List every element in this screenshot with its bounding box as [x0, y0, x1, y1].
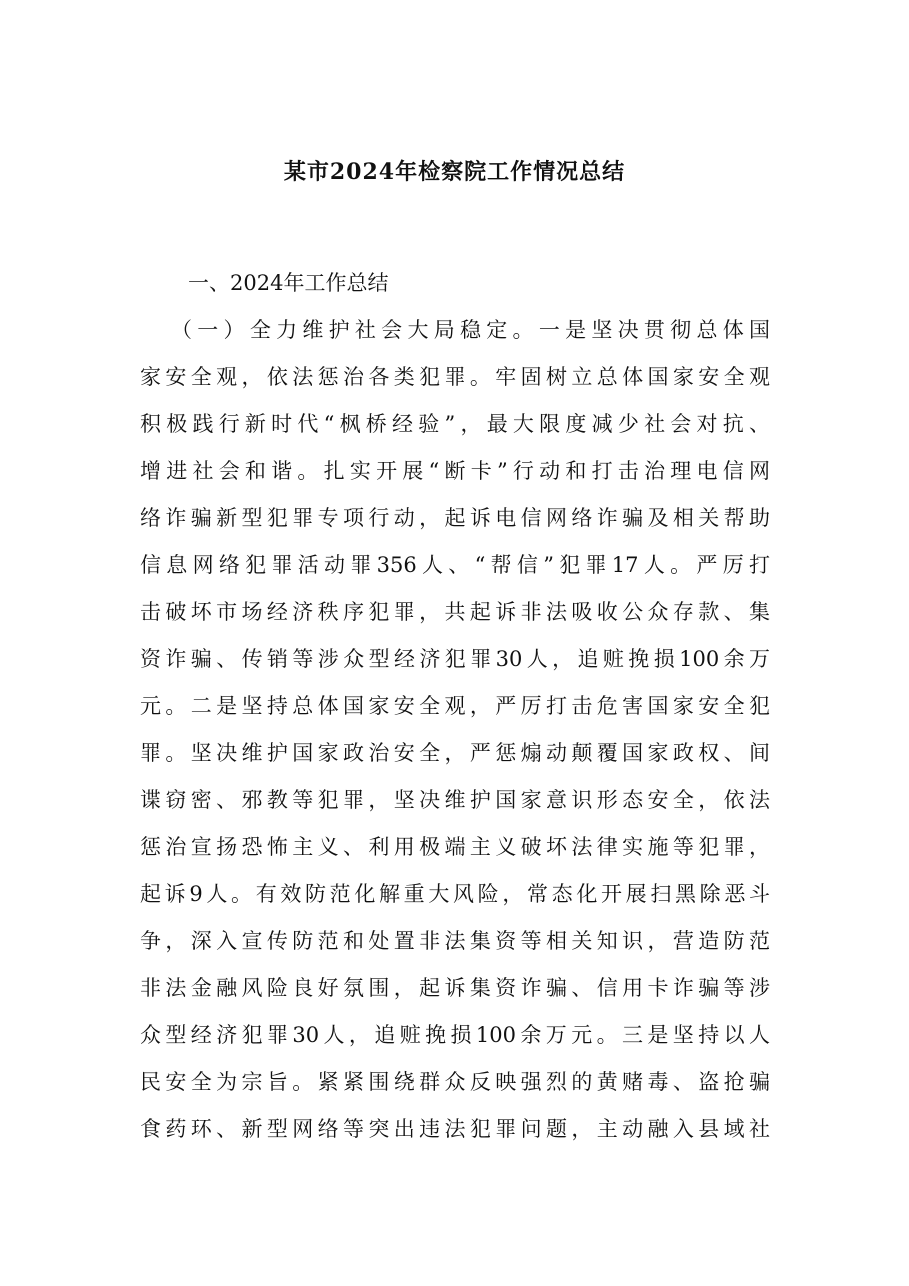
paragraph-line: 信息网络犯罪活动罪356人、“帮信”犯罪17人。严厉打 [140, 553, 770, 577]
paragraph-line: 谍窃密、邪教等犯罪，坚决维护国家意识形态安全，依法 [140, 788, 770, 812]
paragraph-line: 络诈骗新型犯罪专项行动，起诉电信网络诈骗及相关帮助 [140, 506, 770, 530]
paragraph-line: 罪。坚决维护国家政治安全，严惩煽动颠覆国家政权、间 [140, 741, 770, 765]
paragraph-line: 家安全观，依法惩治各类犯罪。牢固树立总体国家安全观 [140, 365, 770, 389]
paragraph-line: 惩治宣扬恐怖主义、利用极端主义破坏法律实施等犯罪， [140, 835, 770, 859]
paragraph-line: 争，深入宣传防范和处置非法集资等相关知识，营造防范 [140, 929, 770, 953]
paragraph-line: 增进社会和谐。扎实开展“断卡”行动和打击治理电信网 [140, 459, 770, 483]
paragraph-line: 众型经济犯罪30人，追赃挽损100余万元。三是坚持以人 [140, 1023, 770, 1047]
paragraph-line: 击破坏市场经济秩序犯罪，共起诉非法吸收公众存款、集 [140, 600, 770, 624]
paragraph-line: 食药环、新型网络等突出违法犯罪问题，主动融入县域社 [140, 1117, 770, 1141]
paragraph-line: 元。二是坚持总体国家安全观，严厉打击危害国家安全犯 [140, 694, 770, 718]
paragraph-line: 资诈骗、传销等涉众型经济犯罪30人，追赃挽损100余万 [140, 647, 770, 671]
paragraph-line: 起诉9人。有效防范化解重大风险，常态化开展扫黑除恶斗 [140, 882, 770, 906]
paragraph-line: （一）全力维护社会大局稳定。一是坚决贯彻总体国 [171, 318, 770, 342]
paragraph-line: 非法金融风险良好氛围，起诉集资诈骗、信用卡诈骗等涉 [140, 976, 770, 1000]
section-heading: 一、2024年工作总结 [188, 271, 389, 295]
paragraph-line: 积极践行新时代“枫桥经验”，最大限度减少社会对抗、 [140, 412, 770, 436]
document-title: 某市2024年检察院工作情况总结 [283, 159, 626, 185]
paragraph-line: 民安全为宗旨。紧紧围绕群众反映强烈的黄赌毒、盗抢骗 [140, 1070, 770, 1094]
